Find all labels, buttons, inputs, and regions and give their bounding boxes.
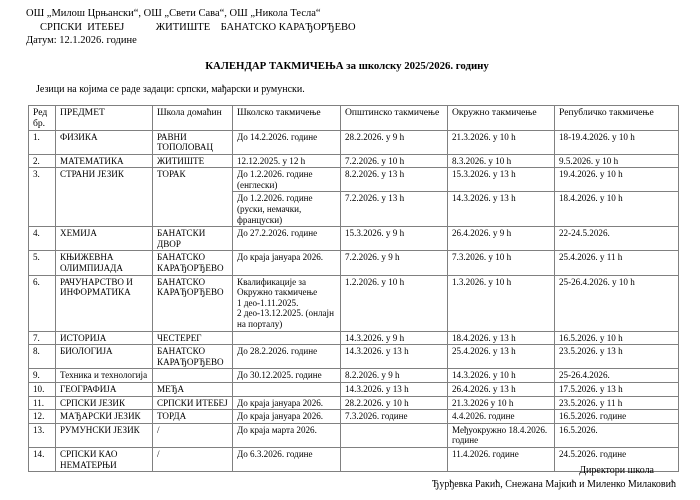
cell-school-competition	[233, 331, 341, 345]
column-header-republic-competition: Републичко такмичење	[555, 105, 679, 130]
column-header-municipal-competition: Општинско такмичење	[341, 105, 448, 130]
cell-district-competition: 8.3.2026. у 10 h	[448, 154, 555, 168]
cell-school-competition: До краја јануара 2026.	[233, 251, 341, 275]
cell-subject: Техника и технологија	[56, 369, 153, 383]
cell-school-competition: До 28.2.2026. године	[233, 345, 341, 369]
languages-note: Језици на којима се раде задаци: српски, мађарски и румунски.	[36, 83, 305, 95]
cell-municipal-competition: 14.3.2026. у 9 h	[341, 331, 448, 345]
cell-republic-competition: 24.5.2026. године	[555, 447, 679, 471]
cell-republic-competition: 19.4.2026. у 10 h	[555, 168, 679, 192]
cell-municipal-competition: 28.2.2026. у 10 h	[341, 396, 448, 410]
cell-host-school: ТОРДА	[153, 410, 233, 424]
cell-host-school: БАНАТСКО КАРАЂОРЂЕВО	[153, 251, 233, 275]
page-title: КАЛЕНДАР ТАКМИЧЕЊА за школску 2025/2026. годину	[205, 59, 489, 72]
cell-host-school: ТОРАК	[153, 168, 233, 227]
cell-subject: ФИЗИКА	[56, 130, 153, 154]
cell-republic-competition: 25-26.4.2026. у 10 h	[555, 275, 679, 331]
cell-subject: МАЂАРСКИ ЈЕЗИК	[56, 410, 153, 424]
cell-district-competition: 21.3.2026 у 10 h	[448, 396, 555, 410]
cell-district-competition: 14.3.2026. у 10 h	[448, 369, 555, 383]
cell-row-number: 11.	[29, 396, 56, 410]
table-row	[29, 369, 679, 383]
cell-district-competition: 7.3.2026. у 10 h	[448, 251, 555, 275]
table-header	[29, 105, 679, 130]
cell-host-school: СРПСКИ ИТЕБЕЈ	[153, 396, 233, 410]
cell-municipal-competition: 14.3.2026. у 13 h	[341, 382, 448, 396]
cell-district-competition: 11.4.2026. године	[448, 447, 555, 471]
cell-host-school: /	[153, 423, 233, 447]
cell-row-number: 14.	[29, 447, 56, 471]
cell-subject: ГЕОГРАФИЈА	[56, 382, 153, 396]
table-row	[29, 130, 679, 154]
cell-municipal-competition: 15.3.2026. у 9 h	[341, 227, 448, 251]
cell-host-school: /	[153, 447, 233, 471]
cell-school-competition: До 1.2.2026. године (енглески)	[233, 168, 341, 192]
cell-school-competition: До краја јануара 2026.	[233, 410, 341, 424]
cell-row-number: 4.	[29, 227, 56, 251]
cell-municipal-competition: 8.2.2026. у 9 h	[341, 369, 448, 383]
cell-republic-competition: 16.5.2026. године	[555, 410, 679, 424]
cell-district-competition: Међуокружно 18.4.2026. године	[448, 423, 555, 447]
competition-calendar-table	[28, 105, 679, 473]
table-row	[29, 154, 679, 168]
cell-school-competition: До 27.2.2026. године	[233, 227, 341, 251]
table-row	[29, 345, 679, 369]
cell-school-competition: До 6.3.2026. године	[233, 447, 341, 471]
cell-republic-competition: 18-19.4.2026. у 10 h	[555, 130, 679, 154]
cell-republic-competition: 16.5.2026.	[555, 423, 679, 447]
cell-subject: СРПСКИ ЈЕЗИК	[56, 396, 153, 410]
cell-school-competition: До краја марта 2026.	[233, 423, 341, 447]
cell-row-number: 8.	[29, 345, 56, 369]
cell-municipal-competition: 7.3.2026. године	[341, 410, 448, 424]
column-header-district-competition: Окружно такмичење	[448, 105, 555, 130]
cell-host-school: БАНАТСКИ ДВОР	[153, 227, 233, 251]
table-row	[29, 396, 679, 410]
table-row	[29, 251, 679, 275]
cell-school-competition: Квалификације за Окружно такмичење 1 део-1.11.2025. 2 део-13.12.2025. (онлајн на порталу)	[233, 275, 341, 331]
cell-municipal-competition: 1.2.2026. у 10 h	[341, 275, 448, 331]
cell-school-competition: До 30.12.2025. године	[233, 369, 341, 383]
cell-subject: БИОЛОГИЈА	[56, 345, 153, 369]
cell-municipal-competition: 8.2.2026. у 13 h	[341, 168, 448, 192]
cell-host-school: БАНАТСКО КАРАЂОРЂЕВО	[153, 345, 233, 369]
cell-host-school	[153, 369, 233, 383]
cell-row-number: 6.	[29, 275, 56, 331]
table-header-row	[29, 105, 679, 130]
cell-host-school: ЧЕСТЕРЕГ	[153, 331, 233, 345]
cell-district-competition: 1.3.2026. у 10 h	[448, 275, 555, 331]
cell-subject: КЊИЖЕВНА ОЛИМПИЈАДА	[56, 251, 153, 275]
cell-row-number: 12.	[29, 410, 56, 424]
header-date-line: Датум: 12.1.2026. године	[26, 35, 137, 46]
cell-subject: РАЧУНАРСТВО И ИНФОРМАТИКА	[56, 275, 153, 331]
cell-host-school: ЖИТИШТЕ	[153, 154, 233, 168]
signature-names: Ђурђевка Ракић, Снежана Мајкић и Миленко Милаковић	[431, 479, 676, 490]
cell-row-number: 2.	[29, 154, 56, 168]
cell-republic-competition: 25.4.2026. у 11 h	[555, 251, 679, 275]
table-row	[29, 423, 679, 447]
cell-host-school: БАНАТСКО КАРАЂОРЂЕВО	[153, 275, 233, 331]
cell-row-number: 13.	[29, 423, 56, 447]
cell-school-competition: До 14.2.2026. године	[233, 130, 341, 154]
cell-district-competition: 4.4.2026. године	[448, 410, 555, 424]
column-header-no: Ред бр.	[29, 105, 56, 130]
signature-block	[432, 464, 676, 492]
table-row	[29, 168, 679, 192]
cell-republic-competition: 18.4.2026. у 10 h	[555, 192, 679, 227]
cell-district-competition: 15.3.2026. у 13 h	[448, 168, 555, 192]
cell-row-number: 9.	[29, 369, 56, 383]
column-header-subject: ПРЕДМЕТ	[56, 105, 153, 130]
cell-district-competition: 14.3.2026. у 13 h	[448, 192, 555, 227]
cell-district-competition: 18.4.2026. у 13 h	[448, 331, 555, 345]
cell-republic-competition: 16.5.2026. у 10 h	[555, 331, 679, 345]
cell-municipal-competition: 28.2.2026. у 9 h	[341, 130, 448, 154]
cell-subject: СТРАНИ ЈЕЗИК	[56, 168, 153, 227]
cell-subject: МАТЕМАТИКА	[56, 154, 153, 168]
cell-row-number: 3.	[29, 168, 56, 227]
cell-municipal-competition: 7.2.2026. у 9 h	[341, 251, 448, 275]
cell-host-school: МЕЂА	[153, 382, 233, 396]
cell-row-number: 10.	[29, 382, 56, 396]
cell-subject: ИСТОРИЈА	[56, 331, 153, 345]
signature-role: Директори школа	[579, 465, 654, 476]
column-header-school-competition: Школско такмичење	[233, 105, 341, 130]
cell-municipal-competition: 7.2.2026. у 10 h	[341, 154, 448, 168]
cell-municipal-competition: 14.3.2026. у 13 h	[341, 345, 448, 369]
cell-row-number: 1.	[29, 130, 56, 154]
cell-district-competition: 25.4.2026. у 13 h	[448, 345, 555, 369]
table-row	[29, 275, 679, 331]
cell-school-competition: До 1.2.2026. године (руски, немачки, француски)	[233, 192, 341, 227]
table-row	[29, 410, 679, 424]
cell-subject: СРПСКИ КАО НЕМАТЕРЊИ	[56, 447, 153, 471]
header-places-line: СРПСКИ ИТЕБЕЈ ЖИТИШТЕ БАНАТСКО КАРАЂОРЂЕВО	[40, 21, 356, 33]
cell-subject: РУМУНСКИ ЈЕЗИК	[56, 423, 153, 447]
cell-school-competition	[233, 382, 341, 396]
cell-municipal-competition: 7.2.2026. у 13 h	[341, 192, 448, 227]
cell-district-competition: 21.3.2026. у 10 h	[448, 130, 555, 154]
cell-republic-competition: 9.5.2026. у 10 h	[555, 154, 679, 168]
cell-school-competition: До краја јануара 2026.	[233, 396, 341, 410]
header-schools-line: ОШ „Милош Црњански“, ОШ „Свети Сава“, ОШ „Никола Тесла“	[26, 8, 321, 19]
cell-school-competition: 12.12.2025. у 12 h	[233, 154, 341, 168]
table-row	[29, 227, 679, 251]
cell-subject: ХЕМИЈА	[56, 227, 153, 251]
table-row	[29, 382, 679, 396]
cell-republic-competition: 25-26.4.2026.	[555, 369, 679, 383]
cell-district-competition: 26.4.2026. у 9 h	[448, 227, 555, 251]
cell-republic-competition: 23.5.2026. у 13 h	[555, 345, 679, 369]
cell-republic-competition: 23.5.2026. у 11 h	[555, 396, 679, 410]
table-body	[29, 130, 679, 472]
column-header-host-school: Школа домаћин	[153, 105, 233, 130]
cell-row-number: 5.	[29, 251, 56, 275]
cell-host-school: РАВНИ ТОПОЛОВАЦ	[153, 130, 233, 154]
table-row	[29, 331, 679, 345]
cell-municipal-competition	[341, 423, 448, 447]
cell-republic-competition: 17.5.2026. у 13 h	[555, 382, 679, 396]
cell-republic-competition: 22-24.5.2026.	[555, 227, 679, 251]
cell-row-number: 7.	[29, 331, 56, 345]
cell-district-competition: 26.4.2026. у 13 h	[448, 382, 555, 396]
